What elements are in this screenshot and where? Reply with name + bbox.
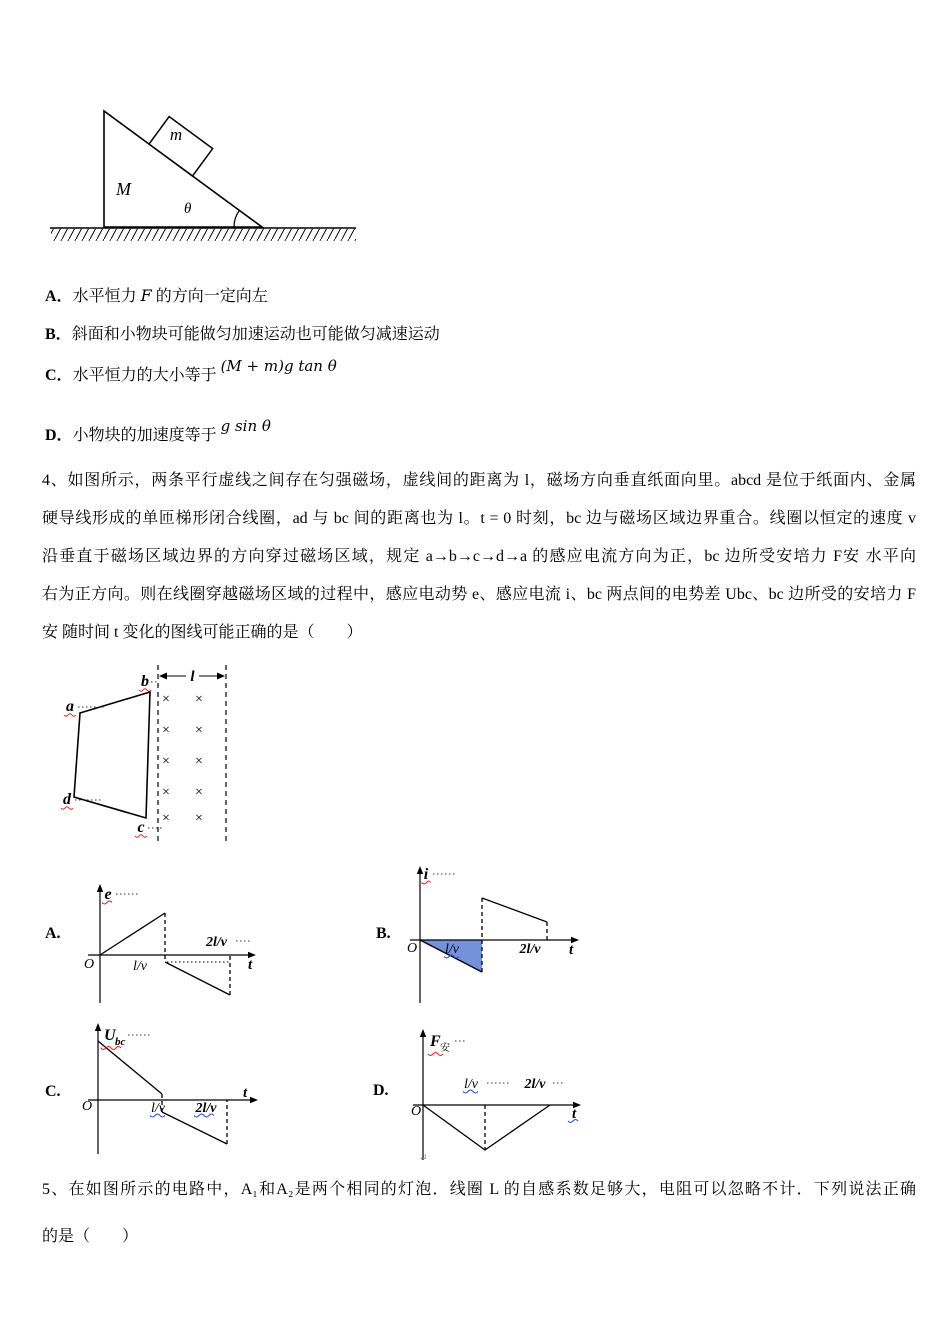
- coil-trapezoid: [74, 692, 150, 818]
- coil-field-diagram: [50, 655, 255, 850]
- tick-label-lv: l/v: [151, 1101, 165, 1116]
- x-axis-label: t: [243, 1085, 248, 1101]
- graph-B-current-vs-time: [405, 865, 590, 1010]
- option-text: 的方向一定向左: [151, 288, 268, 305]
- graph-C-voltage-vs-time: [80, 1022, 270, 1162]
- graph-D-force-vs-time: [405, 1028, 595, 1168]
- field-cross: ×: [162, 692, 170, 707]
- tick-label-2lv: 2l/v: [524, 1077, 546, 1092]
- option-D: [45, 417, 271, 445]
- field-cross: ×: [195, 754, 203, 769]
- y-axis-arrow: [95, 1023, 101, 1031]
- field-cross: ×: [162, 723, 170, 738]
- graph-option-label-D: D.: [373, 1082, 389, 1099]
- option-text: 水平恒力: [72, 288, 141, 305]
- y-axis-label-main: U: [104, 1027, 116, 1044]
- tick-label-lv: l/v: [133, 959, 147, 974]
- question-5-line: 5、在如图所示的电路中，A₁和A₂是两个相同的灯泡．线圈 L 的自感系数足够大，电阻可以忽略不计．下列说法正确: [42, 1181, 916, 1198]
- vertex-label-d: d: [63, 791, 71, 808]
- vertex-label-c: c: [137, 819, 145, 836]
- angle-label: θ: [184, 201, 192, 217]
- vertex-label-a: a: [66, 698, 74, 715]
- y-axis-label-sub: bc: [115, 1036, 126, 1048]
- y-axis-label-sub: 安: [440, 1043, 450, 1054]
- q4-line: 安 随时间 t 变化的图线可能正确的是（ ）: [42, 624, 363, 641]
- origin-label: O: [83, 957, 95, 972]
- graph-option-label-A: A.: [45, 925, 61, 942]
- option-letter: A．: [45, 288, 73, 305]
- wedge-label: M: [116, 179, 131, 199]
- option-math: F: [140, 286, 152, 305]
- option-text: 水平恒力的大小等于: [72, 367, 221, 384]
- length-label: l: [190, 669, 195, 685]
- origin-label: O: [406, 941, 418, 956]
- field-cross: ×: [162, 785, 170, 800]
- y-axis-arrow: [420, 1029, 426, 1037]
- tick-label-lv: l/v: [445, 942, 459, 957]
- paragraph-mark: ↵: [419, 1153, 428, 1164]
- x-axis-label: t: [248, 957, 253, 973]
- y-axis-arrow: [417, 866, 423, 874]
- emf-curve: [100, 913, 230, 995]
- q4-line: 4、如图所示，两条平行虚线之间存在匀强磁场，虚线间的距离为 l，磁场方向垂直纸面向里。abcd 是位于纸面内、金属: [42, 472, 916, 489]
- graph-option-label-C: C.: [45, 1083, 61, 1100]
- tick-label-2lv: 2l/v: [206, 935, 227, 950]
- origin-label: O: [410, 1104, 422, 1119]
- x-axis-arrow: [250, 1097, 258, 1103]
- option-text: 小物块的加速度等于: [72, 427, 221, 444]
- option-formula: g sin θ: [220, 417, 271, 435]
- q4-line: 沿垂直于磁场区域边界的方向穿过磁场区域，规定 a→b→c→d→a 的感应电流方向为正，bc 边所受安培力 F安 水平向: [42, 548, 916, 565]
- question-4-text: [42, 462, 916, 652]
- voltage-curve: [98, 1041, 227, 1144]
- incline-diagram: [48, 83, 363, 248]
- y-axis-arrow: [97, 884, 103, 892]
- tick-label-2lv: 2l/v: [519, 942, 541, 957]
- x-axis-label: t: [572, 1106, 577, 1122]
- length-annotation: [159, 669, 225, 685]
- q4-line: 硬导线形成的单匝梯形闭合线圈，ad 与 bc 间的距离也为 l。t = 0 时刻，bc 边与磁场区域边界重合。线圈以恒定的速度 v: [42, 510, 916, 527]
- field-cross: ×: [195, 723, 203, 738]
- graph-option-label-B: B.: [376, 925, 391, 942]
- option-formula: (M + m)g tan θ: [220, 357, 337, 375]
- field-cross: ×: [162, 754, 170, 769]
- force-curve: [423, 1105, 550, 1150]
- option-text: 斜面和小物块可能做匀加速运动也可能做匀减速运动: [71, 326, 440, 343]
- question-5-line: 的是（ ）: [42, 1228, 139, 1245]
- x-axis-label: t: [569, 942, 574, 958]
- y-axis-label: e: [104, 886, 112, 903]
- field-cross: ×: [195, 811, 203, 826]
- tick-label-lv: l/v: [464, 1077, 478, 1092]
- option-letter: B．: [45, 326, 72, 343]
- graph-A-emf-vs-time: [80, 883, 265, 1008]
- y-axis-label-main: F: [430, 1033, 441, 1050]
- current-curve: [420, 898, 547, 972]
- tick-label-2lv: 2l/v: [195, 1101, 217, 1116]
- option-B: [45, 321, 440, 344]
- option-C: [45, 357, 337, 385]
- option-A: [45, 283, 268, 306]
- block-label: m: [169, 125, 183, 144]
- vertex-label-b: b: [141, 673, 149, 690]
- y-axis-label: i: [423, 866, 429, 883]
- q4-line: 右为正方向。则在线圈穿越磁场区域的过程中，感应电动势 e、感应电流 i、bc 两点间的电势差 Ubc、bc 边所受的安培力 F: [42, 586, 916, 603]
- field-cross-symbols: [162, 692, 203, 826]
- axes: [410, 871, 573, 1003]
- option-letter: D．: [45, 427, 73, 444]
- origin-label: O: [81, 1099, 93, 1114]
- field-cross: ×: [195, 785, 203, 800]
- option-letter: C．: [45, 367, 73, 384]
- field-cross: ×: [162, 811, 170, 826]
- spellcheck-squiggle: [101, 1047, 121, 1050]
- ground-hatching: [51, 229, 356, 241]
- field-cross: ×: [195, 692, 203, 707]
